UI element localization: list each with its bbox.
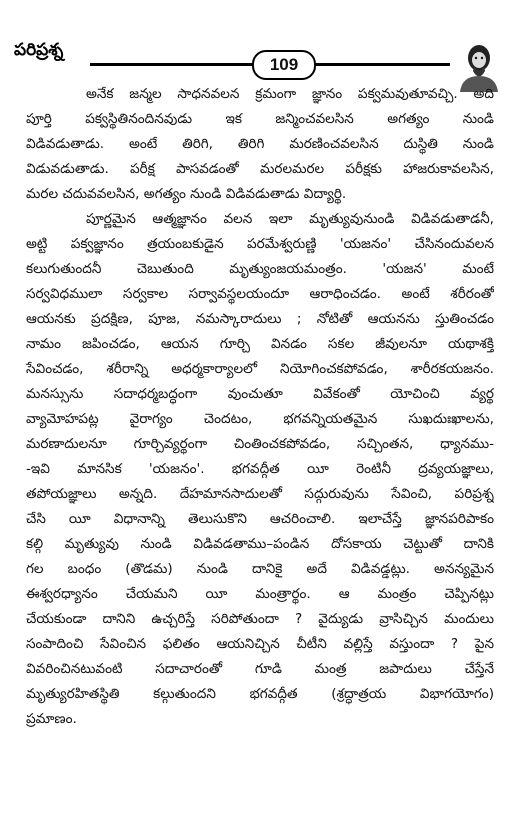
text-line: కలుగుతుందనీ చెబుతుంది మృత్యుంజయమంత్రం. 'యజన' మంటే bbox=[26, 261, 494, 277]
page-header bbox=[0, 0, 520, 80]
text-line: పూర్తి పక్వస్థితినందినవుడు ఇక జన్మించవలసిన అగత్యం నుండి bbox=[26, 111, 494, 127]
text-line: మనస్సును సదాధర్మబద్ధంగా వుంచుతూ వివేకంతో యోచించి వ్యర్థ bbox=[26, 386, 494, 402]
text-line: చేసి యీ విధానాన్ని తెలుసుకొని ఆచరించాలి. ఇలాచేస్తే జ్ఞానపరిపాకం bbox=[26, 511, 494, 527]
text-line: మృత్యురహితస్థితి కల్గుతుందని భగవద్గీత (శ్రద్ధాత్రయ విభాగయోగం) bbox=[26, 686, 494, 702]
text-line: కల్గి మృత్యువు నుండి విడివడతాము–పండిన దోసకాయ చెట్టుతో దానికి bbox=[26, 536, 494, 552]
text-line: విడివడుతాడు. అంటే తిరిగి, తిరిగి మరణించవలసిన దుస్థితి నుండి bbox=[26, 136, 494, 152]
text-line: పూర్ణమైన ఆత్మజ్ఞానం వలన ఇలా మృత్యువునుండి విడివడుతాడనీ, bbox=[86, 211, 494, 227]
page-number: 109 bbox=[252, 50, 316, 80]
text-line: తపోయజ్ఞాలు అన్నది. దేహమానసాదులతో సద్గురువును సేవించి, పరిప్రశ్న bbox=[26, 486, 494, 502]
text-line: అట్టి పక్వజ్ఞానం త్రయంబకుడైన పరమేశ్వరుణ్ణి 'యజనం' చేసినందువలన bbox=[26, 236, 494, 252]
text-line: ఆయనకు ప్రదక్షిణ, పూజ, నమస్కారాదులు ; నోటితో ఆయనను స్తుతించడం bbox=[26, 311, 494, 327]
text-line: సేవించడం, శరీరాన్ని అధర్మకార్యాలలో నియోగించకపోవడం, శారీరకయజనం. bbox=[26, 361, 494, 377]
text-line: -ఇవి మానసిక 'యజనం'. భగవద్గీత యీ రెంటినీ ద్రవ్యయజ్ఞాలు, bbox=[26, 461, 494, 477]
text-line: మరణాదులనూ గూర్చివ్యర్థంగా చింతించకపోవడం, సచ్చింతన, ధ్యానము- bbox=[26, 436, 494, 452]
text-line: చేయకుండా దానిని ఉచ్చరిస్తే సరిపోతుందా ? వైద్యుడు వ్రాసిచ్చిన మందులు bbox=[26, 611, 494, 627]
text-line: సర్వవిధములా సర్వకాల సర్వావస్థలయందూ ఆరాధించడం. అంటే శరీరంతో bbox=[26, 286, 494, 302]
text-line: విడువడుతాడు. పరీక్ష పాసవడంతో మరలమరల పరీక్షకు హాజరుకావలసిన, bbox=[26, 161, 494, 177]
text-line: సంపాదించి సేవించిన ఫలితం ఆయనిచ్చిన చీటీని వల్లిస్తే వస్తుందా ? పైన bbox=[26, 636, 494, 652]
text-line: ఈశ్వరధ్యానం చేయమని యీ మంత్రార్థం. ఆ మంత్రం చెప్పినట్లు bbox=[26, 586, 494, 602]
article-body bbox=[26, 82, 494, 732]
text-line: వివరించినటువంటి సదాచారంతో గూడి మంత్ర జపాదులు చేస్తేనే bbox=[26, 661, 494, 677]
header-rule-left bbox=[90, 63, 255, 66]
text-line: మరల చదువవలసిన, అగత్యం నుండి విడివడుతాడు విద్యార్థి. bbox=[26, 186, 347, 202]
text-line: గల బంధం (తొడమ) నుండి దానికై అదే విడివడ్డట్లు. అనన్యమైన bbox=[26, 561, 494, 577]
text-line: వ్యామోహపట్ల వైరాగ్యం చెందటం, భగవన్నియతమైన సుఖదుఃఖాలను, bbox=[26, 411, 494, 427]
magazine-title: పరిప్రశ్న bbox=[14, 40, 64, 60]
text-line: అనేక జన్మల సాధనవలన క్రమంగా జ్ఞానం పక్వమవుతూవచ్చి. అది bbox=[86, 86, 494, 102]
text-line: నామం జపించడం, ఆయన గూర్చి వినడం సకల జీవులనూ యథాశక్తి bbox=[26, 336, 494, 352]
text-line: ప్రమాణం. bbox=[26, 711, 77, 727]
header-rule-right bbox=[312, 63, 450, 66]
